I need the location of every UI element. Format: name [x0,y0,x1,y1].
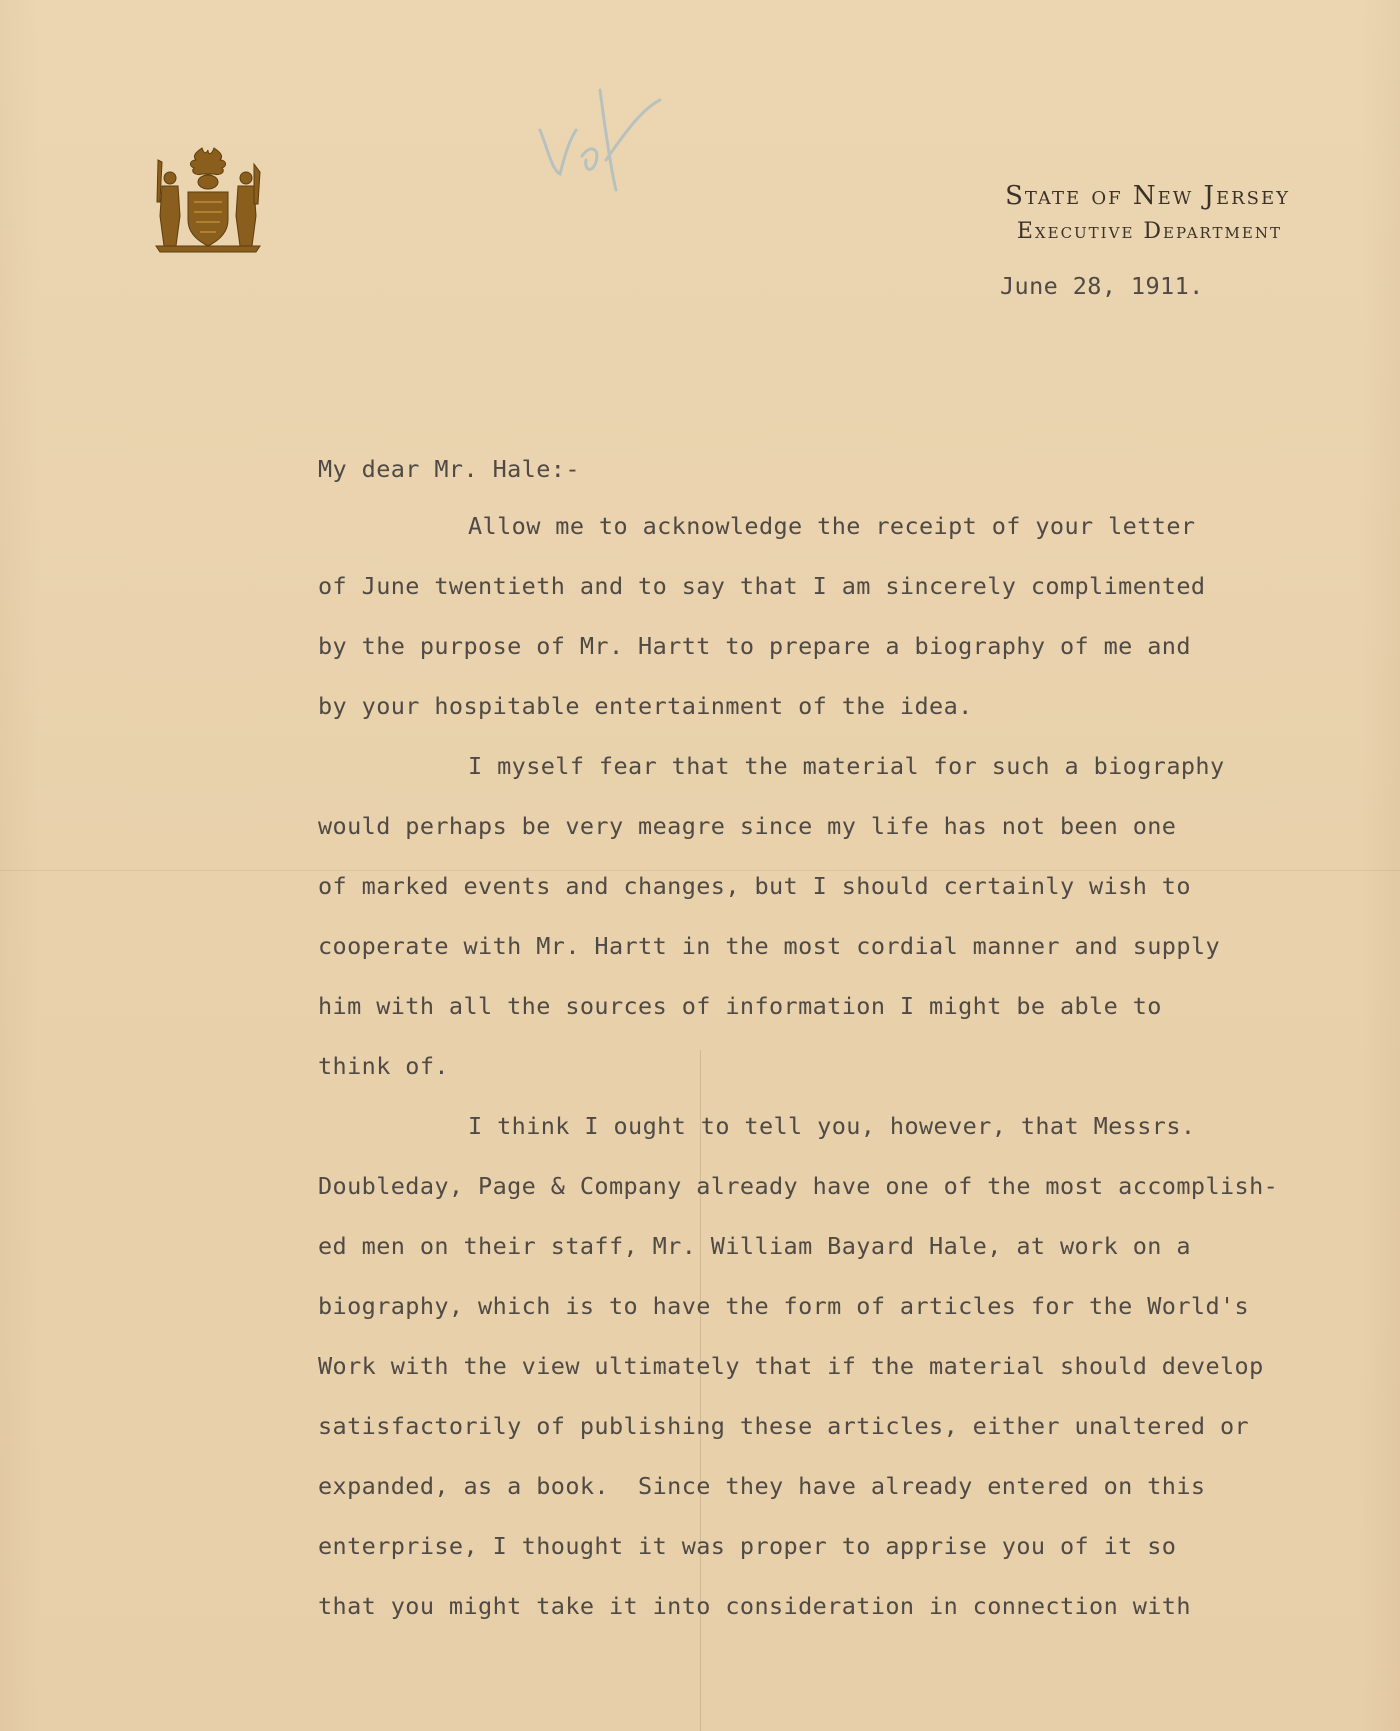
body-line: satisfactorily of publishing these articles, either unaltered or [318,1412,1250,1440]
body-line: Doubleday, Page & Company already have one of the most accomplish- [318,1172,1279,1200]
body-line: ed men on their staff, Mr. William Bayard Hale, at work on a [318,1232,1191,1260]
body-line: cooperate with Mr. Hartt in the most cordial manner and supply [318,932,1220,960]
pencil-annotation-mark [530,70,670,210]
body-line: biography, which is to have the form of articles for the World's [318,1292,1250,1320]
body-line: Work with the view ultimately that if the material should develop [318,1352,1264,1380]
state-seal-icon [150,142,266,254]
salutation: My dear Mr. Hale:- [318,455,580,483]
letter-date: June 28, 1911. [1000,272,1204,300]
body-line: I myself fear that the material for such a biography [468,752,1225,780]
body-line: expanded, as a book. Since they have already entered on this [318,1472,1206,1500]
body-line: think of. [318,1052,449,1080]
body-line: that you might take it into consideration in connection with [318,1592,1191,1620]
body-line: Allow me to acknowledge the receipt of your letter [468,512,1196,540]
body-line: of marked events and changes, but I should certainly wish to [318,872,1191,900]
letterhead-department: Executive Department [1016,219,1282,244]
body-line: of June twentieth and to say that I am sincerely complimented [318,572,1206,600]
fold-crease-vertical [700,1050,701,1731]
body-line: him with all the sources of information I might be able to [318,992,1162,1020]
body-line: I think I ought to tell you, however, that Messrs. [468,1112,1196,1140]
letterhead-state: State of New Jersey [1005,181,1290,211]
body-line: by your hospitable entertainment of the idea. [318,692,973,720]
fold-crease-horizontal [0,870,1400,871]
body-line: would perhaps be very meagre since my life has not been one [318,812,1177,840]
body-line: enterprise, I thought it was proper to apprise you of it so [318,1532,1177,1560]
letterhead [960,178,1290,250]
body-line: by the purpose of Mr. Hartt to prepare a biography of me and [318,632,1191,660]
